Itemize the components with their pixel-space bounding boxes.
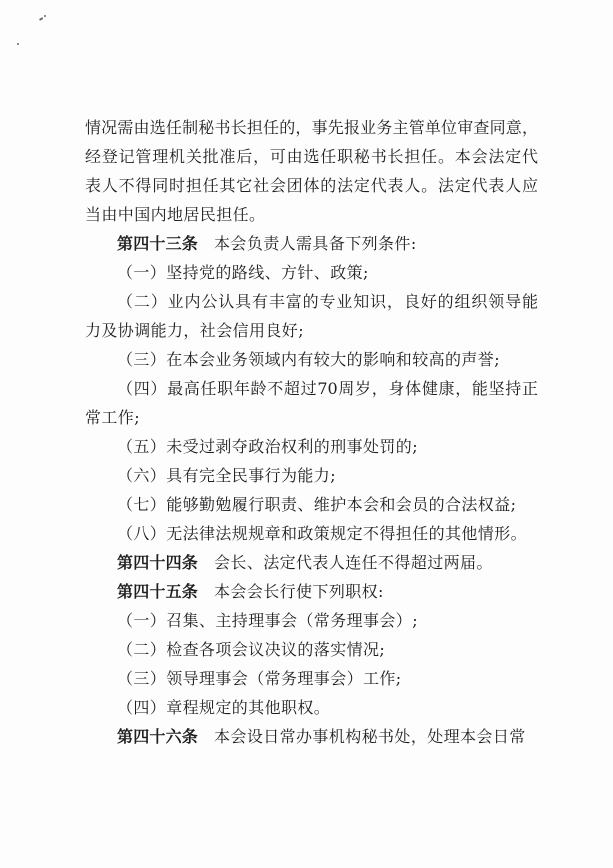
article-43-heading bbox=[85, 229, 538, 258]
list-item: （四）章程规定的其他职权。 bbox=[117, 698, 331, 717]
article-number: 第四十三条 bbox=[117, 234, 199, 253]
list-item: （五）未受过剥夺政治权利的刑事处罚的; bbox=[117, 437, 418, 456]
text-line: 经登记管理机关批准后，可由选任职秘书长担任。本会法定代 bbox=[85, 147, 538, 166]
list-item: （一）坚持党的路线、方针、政策; bbox=[117, 263, 369, 282]
document-body bbox=[85, 113, 538, 751]
text-line: 力及协调能力，社会信用良好; bbox=[85, 321, 304, 340]
article-45-heading bbox=[85, 577, 538, 606]
list-item: （三）在本会业务领域内有较大的影响和较高的声誉; bbox=[117, 350, 500, 369]
article-46-heading bbox=[85, 722, 538, 751]
list-item: （六）具有完全民事行为能力; bbox=[117, 466, 336, 485]
text-line: 情况需由选任制秘书长担任的，事先报业务主管单位审查同意， bbox=[85, 118, 538, 137]
list-item: （三）领导理事会（常务理事会）工作; bbox=[117, 669, 402, 688]
list-item: （四）最高任职年龄不超过70周岁，身体健康，能坚持正 bbox=[117, 379, 538, 398]
list-item: （七）能够勤勉履行职责、维护本会和会员的合法权益; bbox=[117, 495, 517, 514]
list-item: （八）无法律法规规章和政策规定不得担任的其他情形。 bbox=[117, 524, 528, 543]
scan-speck bbox=[17, 43, 19, 45]
text-line: 当由中国内地居民担任。 bbox=[85, 205, 266, 224]
article-number: 第四十五条 bbox=[117, 582, 199, 601]
article-number: 第四十六条 bbox=[117, 727, 199, 746]
article-text: 本会会长行使下列职权: bbox=[214, 582, 384, 601]
text-line: 表人不得同时担任其它社会团体的法定代表人。法定代表人应 bbox=[85, 176, 538, 195]
text-line: 常工作; bbox=[85, 408, 140, 427]
article-number: 第四十四条 bbox=[117, 553, 199, 572]
scan-speck bbox=[39, 17, 43, 20]
article-text: 会长、法定代表人连任不得超过两届。 bbox=[214, 553, 493, 572]
list-item: （一）召集、主持理事会（常务理事会）; bbox=[117, 611, 418, 630]
list-item: （二）业内公认具有丰富的专业知识，良好的组织领导能 bbox=[117, 292, 538, 311]
article-text: 本会设日常办事机构秘书处，处理本会日常 bbox=[214, 727, 526, 746]
article-44-heading bbox=[85, 548, 538, 577]
article-text: 本会负责人需具备下列条件: bbox=[214, 234, 417, 253]
scan-speck bbox=[44, 15, 46, 17]
list-item: （二）检查各项会议决议的落实情况; bbox=[117, 640, 386, 659]
